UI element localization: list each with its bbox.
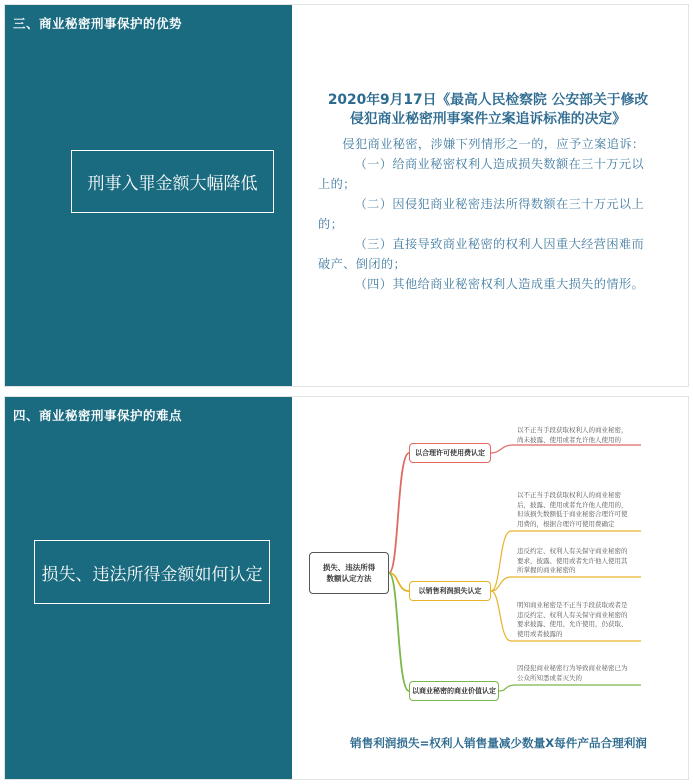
leaf-line: 以不正当手段获取权利人的商业秘密 — [517, 491, 621, 499]
section-title: 四、商业秘密刑事保护的难点 — [13, 408, 183, 423]
leaf-line: 违反约定、权利人有关保守商业秘密的 — [517, 610, 628, 619]
leaf-line: 后，披露、使用或者允许他人使用的， — [517, 500, 628, 509]
notice-title-line1: 2020年9月17日《最高人民检察院 公安部关于修改 — [327, 92, 649, 108]
body-intro: 侵犯商业秘密，涉嫌下列情形之一的，应予立案追诉： — [342, 137, 645, 151]
connector-leaf1 — [491, 445, 641, 453]
mindmap-leaf-5 — [517, 664, 628, 683]
body-item3-b: 破产、倒闭的； — [318, 257, 407, 271]
section-title: 三、商业秘密刑事保护的优势 — [13, 16, 183, 31]
boxed-headline: 刑事入罪金额大幅降低 — [71, 150, 274, 213]
mindmap — [301, 397, 689, 780]
teal-panel — [5, 397, 292, 779]
mindmap-central-node — [309, 552, 389, 594]
boxed-headline: 损失、违法所得金额如何认定 — [34, 540, 270, 604]
leaf-line: 公众所知悉或者灭失的 — [517, 673, 582, 682]
central-line1: 损失、违法所得 — [322, 563, 376, 572]
leaf-line: 要求披露、使用、允许使用，仍获取、 — [517, 620, 628, 628]
notice-title — [323, 91, 653, 129]
leaf-line: 但该损失数额低于商业秘密合理许可使 — [517, 510, 628, 518]
teal-panel — [5, 5, 292, 386]
mindmap-leaf-4 — [517, 601, 628, 639]
leaf-line: 明知商业秘密是不正当手段获取或者是 — [517, 601, 628, 609]
formula-text: 销售利润损失=权利人销售量减少数量X每件产品合理利润 — [350, 736, 647, 750]
leaf-line: 使用或者披露的 — [517, 629, 563, 638]
notice-body — [318, 134, 663, 294]
leaf-line: 尚未披露、使用或者允许他人使用的 — [517, 435, 621, 444]
body-item2-b: 的； — [318, 217, 344, 231]
leaf-line: 因侵犯商业秘密行为导致商业秘密已为 — [517, 664, 628, 672]
leaf-line: 以不正当手段获取权利人的商业秘密， — [517, 426, 628, 434]
slide-difficulties — [4, 396, 689, 780]
body-item2-a: （二）因侵犯商业秘密违法所得数额在三十万元以上 — [354, 197, 645, 211]
mindmap-leaf-3 — [517, 547, 628, 576]
leaf-line: 所掌握的商业秘密的 — [517, 566, 576, 574]
leaf-line: 违反约定、权利人有关保守商业秘密的 — [517, 547, 628, 555]
leaf-line: 要求，披露、使用或者允许他人使用其 — [517, 556, 628, 565]
connector-leaf5 — [499, 685, 641, 691]
notice-title-line2: 侵犯商业秘密刑事案件立案追诉标准的决定》 — [350, 111, 626, 127]
body-item3-a: （三）直接导致商业秘密的权利人因重大经营困难而 — [354, 237, 645, 251]
mindmap-leaf-2 — [517, 491, 628, 529]
mindmap-leaf-1 — [517, 426, 628, 445]
body-item4: （四）其他给商业秘密权利人造成重大损失的情形。 — [354, 277, 645, 291]
mindmap-branch-license-fee: 以合理许可使用费认定 — [409, 443, 491, 463]
mindmap-branch-commercial-value: 以商业秘密的商业价值认定 — [409, 681, 499, 701]
central-line2: 数额认定方法 — [326, 574, 372, 583]
connector-branch1 — [389, 453, 409, 573]
connector-leaf3 — [491, 577, 641, 591]
mindmap-branch-sales-profit: 以销售利润损失认定 — [409, 581, 491, 601]
body-item1-b: 上的； — [318, 177, 356, 191]
slide-advantages — [4, 4, 689, 387]
body-item1-a: （一）给商业秘密权利人造成损失数额在三十万元以 — [354, 157, 645, 171]
leaf-line: 用费的，根据合理许可使用费确定 — [517, 519, 615, 528]
